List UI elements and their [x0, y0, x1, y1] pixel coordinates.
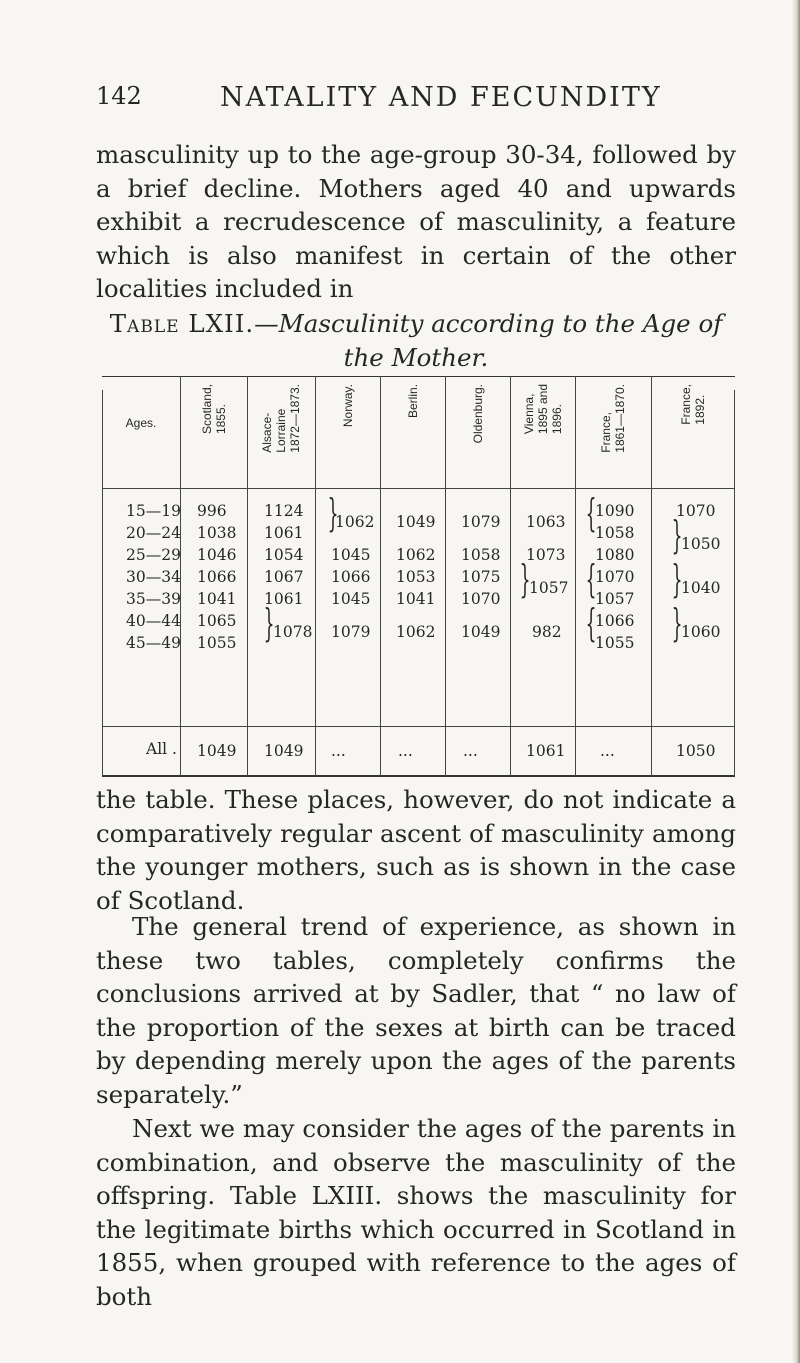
table-caption: [96, 307, 736, 374]
cell-france-1861: 1080: [595, 546, 635, 564]
all-row-label: All .: [146, 740, 177, 758]
cell-france-1861: 1066: [595, 612, 635, 630]
cell-berlin: 1062: [396, 623, 436, 641]
cell-scotland: 996: [197, 502, 227, 520]
cell-france-1861: 1090: [595, 502, 635, 520]
cell-alsace: 1061: [264, 590, 304, 608]
cell-oldenburg: 1070: [461, 590, 501, 608]
cell-france-1892: 1040: [681, 579, 721, 597]
cell-scotland: 1055: [197, 634, 237, 652]
brace-icon: }: [263, 601, 275, 645]
table-caption-title: —Masculinity according to the Age of the Mother.: [254, 309, 723, 372]
cell-all: 1061: [526, 742, 566, 760]
cell-france-1892: 1050: [681, 535, 721, 553]
cell-scotland: 1065: [197, 612, 237, 630]
cell-oldenburg: 1079: [461, 513, 501, 531]
age-group: 20—24: [126, 524, 181, 542]
paragraph-4: Next we may consider the ages of the parents in combination, and observe the masculinity of the offspring. Table LXIII. shows the masculinity for the legitimate births which occurred in Scotland in 1855, when grouped with reference to the ages of both: [96, 1114, 736, 1311]
cell-norway: 1045: [331, 590, 371, 608]
header-norway: Norway.: [340, 384, 355, 428]
brace-icon: {: [585, 601, 597, 645]
cell-alsace: 1067: [264, 568, 304, 586]
cell-norway: 1062: [335, 513, 375, 531]
page-number: 142: [96, 82, 142, 110]
header-alsace-lorraine: Alsace- Lorraine 1872—1873.: [260, 384, 302, 453]
page-edge: [792, 0, 800, 1363]
cell-berlin: 1053: [396, 568, 436, 586]
masculinity-table: [102, 376, 735, 776]
header-france-1892: France, 1892.: [679, 384, 707, 425]
age-group: 30—34: [126, 568, 181, 586]
brace-icon: }: [671, 513, 683, 557]
cell-vienna: 1057: [529, 579, 569, 597]
cell-all: ...: [600, 742, 615, 760]
cell-scotland: 1046: [197, 546, 237, 564]
table-caption-label: Table LXII.: [109, 309, 255, 338]
age-group: 35—39: [126, 590, 181, 608]
cell-berlin: 1041: [396, 590, 436, 608]
brace-icon: }: [519, 557, 531, 601]
running-head-title: NATALITY AND FECUNDITY: [220, 82, 662, 113]
cell-france-1861: 1055: [595, 634, 635, 652]
cell-vienna: 1073: [526, 546, 566, 564]
table-bottom-rule: [102, 775, 735, 777]
cell-all: ...: [463, 742, 478, 760]
cell-alsace: 1054: [264, 546, 304, 564]
cell-norway: 1066: [331, 568, 371, 586]
cell-all: 1049: [197, 742, 237, 760]
cell-france-1892: 1060: [681, 623, 721, 641]
running-head: [96, 82, 736, 122]
cell-all: 1050: [676, 742, 716, 760]
header-scotland: Scotland, 1855.: [199, 384, 228, 435]
paragraph-3: The general trend of experience, as shown in these two tables, completely confirms the conclusions arrived at by Sadler, that “ no law of the proportion of the sexes at birth can be traced by depending merely upon the ages of the parents separately.”: [96, 912, 736, 1109]
header-rule: [102, 488, 735, 489]
cell-scotland: 1041: [197, 590, 237, 608]
brace-icon: }: [327, 491, 339, 535]
cell-all: 1049: [264, 742, 304, 760]
header-france-1861: France, 1861—1870.: [599, 384, 627, 453]
totals-rule: [102, 726, 735, 727]
brace-icon: {: [585, 557, 597, 601]
cell-france-1861: 1057: [595, 590, 635, 608]
cell-france-1861: 1070: [595, 568, 635, 586]
cell-oldenburg: 1075: [461, 568, 501, 586]
cell-all: ...: [398, 742, 413, 760]
header-berlin: Berlin.: [405, 384, 420, 419]
age-group: 40—44: [126, 612, 181, 630]
header-ages: Ages.: [125, 416, 157, 430]
cell-alsace: 1124: [264, 502, 304, 520]
cell-alsace: 1078: [273, 623, 313, 641]
header-oldenburg: Oldenburg.: [470, 384, 485, 444]
age-group: 45—49: [126, 634, 181, 652]
cell-scotland: 1038: [197, 524, 237, 542]
cell-france-1892: 1070: [676, 502, 716, 520]
cell-norway: 1079: [331, 623, 371, 641]
cell-oldenburg: 1058: [461, 546, 501, 564]
header-vienna: Vienna, 1895 and 1896.: [521, 384, 564, 435]
paragraph-2: the table. These places, however, do not indicate a comparatively regular ascent of masculinity among the younger mothers, such as is shown in the case of Scotland.: [96, 785, 736, 915]
cell-vienna: 1063: [526, 513, 566, 531]
cell-france-1861: 1058: [595, 524, 635, 542]
table-left-edge: [102, 390, 103, 776]
age-group: 25—29: [126, 546, 181, 564]
cell-berlin: 1049: [396, 513, 436, 531]
cell-vienna: 982: [532, 623, 562, 641]
brace-icon: }: [671, 601, 683, 645]
cell-alsace: 1061: [264, 524, 304, 542]
brace-icon: }: [671, 557, 683, 601]
cell-berlin: 1062: [396, 546, 436, 564]
cell-all: ...: [331, 742, 346, 760]
paragraph-1: masculinity up to the age-group 30-34, followed by a brief decline. Mothers aged 40 and upwards exhibit a recrudescence of masculinity, a feature which is also manifest in certain of the other localities included in: [96, 140, 736, 303]
cell-norway: 1045: [331, 546, 371, 564]
age-group: 15—19: [126, 502, 181, 520]
cell-scotland: 1066: [197, 568, 237, 586]
brace-icon: {: [585, 491, 597, 535]
cell-oldenburg: 1049: [461, 623, 501, 641]
